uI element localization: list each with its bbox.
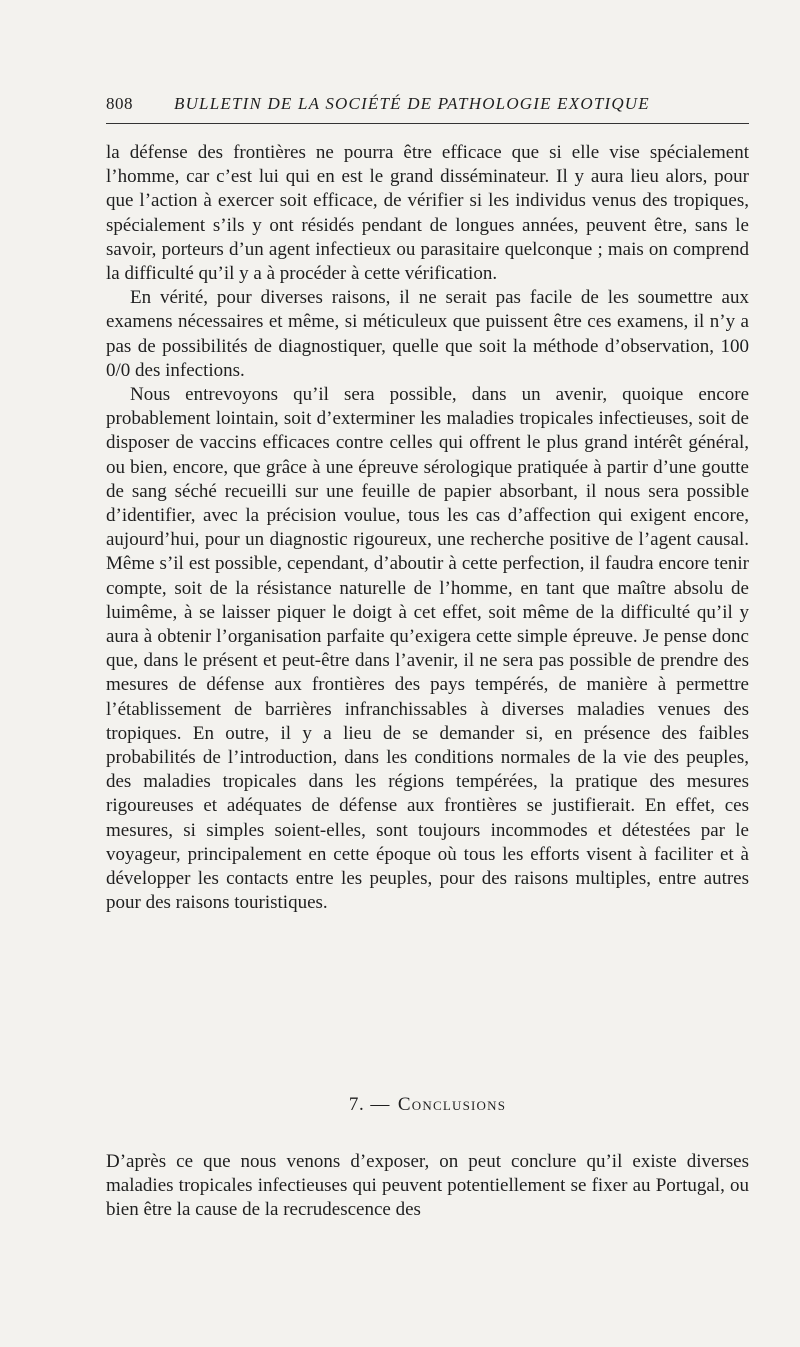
paragraph-2: En vérité, pour diverses raisons, il ne serait pas facile de les soumettre aux examens nécessaires et même, si méticuleux que puissent être ces examens, il n’y a pas de possibilités de diagnostiquer, quelle que soit la méthode d’observation, 100 0/0 des infections. (106, 287, 749, 381)
section-title: Conclusions (397, 1094, 507, 1115)
paragraph-3: Nous entrevoyons qu’il sera possible, dans un avenir, quoique encore probablement lointain, soit d’exterminer les maladies tropicales infectieuses, soit de disposer de vaccins efficaces contre celles qui offrent le plus grand intérêt général, ou bien, encore, que grâce à une épreuve sérologique pratiquée à partir d’une goutte de sang séché recueilli sur une feuille de papier absorbant, il nous sera possible d’identifier, avec la précision voulue, tous les cas d’affection qui exigent encore, aujourd’hui, pour un diagnostic rigoureux, une recherche positive de l’agent causal. Même s’il est possible, cependant, d’aboutir à cette perfection, il faudra encore tenir compte, soit de la résistance naturelle de l’homme, en tant que maître absolu de luimême, à se laisser piquer le doigt à cet effet, soit même de la difficulté qu’il y aura à obtenir l’organisation parfaite qu’exigera cette simple épreuve. Je pense donc que, dans le présent et peut-être dans l’avenir, il ne sera pas possible de prendre des mesures de défense aux frontières des pays tempérés, de manière à permettre l’établissement de barrières infranchissables à diverses maladies venues des tropiques. En outre, il y a lieu de se demander si, en présence des faibles probabilités de l’introduction, dans les conditions normales de la vie des peuples, des maladies tropicales dans les régions tempérées, la pratique des mesures rigoureuses et adéquates de défense aux frontières se justifierait. En effet, ces mesures, si simples soient-elles, sont toujours incommodes et détestées par le voyageur, principalement en cette époque où tous les efforts visent à faciliter et à développer les contacts entre les peuples, pour des raisons multiples, entre autres pour des raisons touristiques. (106, 384, 749, 914)
section-dash: — (370, 1094, 390, 1115)
running-header (106, 94, 749, 116)
header-rule (106, 123, 749, 124)
page-number: 808 (106, 94, 133, 113)
running-title: BULLETIN DE LA SOCIÉTÉ DE PATHOLOGIE EXOTIQUE (174, 94, 650, 113)
section-heading (106, 1094, 749, 1116)
body-text (106, 141, 749, 916)
conclusion-paragraph: D’après ce que nous venons d’exposer, on peut conclure qu’il existe diverses maladies tropicales infectieuses qui peuvent potentiellement se fixer au Portugal, ou bien être la cause de la recrudescence des (106, 1151, 749, 1221)
paragraph-1: la défense des frontières ne pourra être efficace que si elle vise spécialement l’homme, car c’est lui qui en est le grand disséminateur. Il y aura lieu alors, pour que l’action à exercer soit efficace, de vérifier si les individus venus des tropiques, spécialement s’ils y ont résidés pendant de longues années, peuvent être, sans le savoir, porteurs d’un agent infectieux ou parasitaire quelconque ; mais on comprend la difficulté qu’il y a à procéder à cette vérification. (106, 142, 749, 285)
conclusion-text (106, 1150, 749, 1223)
section-number: 7. (348, 1094, 365, 1115)
